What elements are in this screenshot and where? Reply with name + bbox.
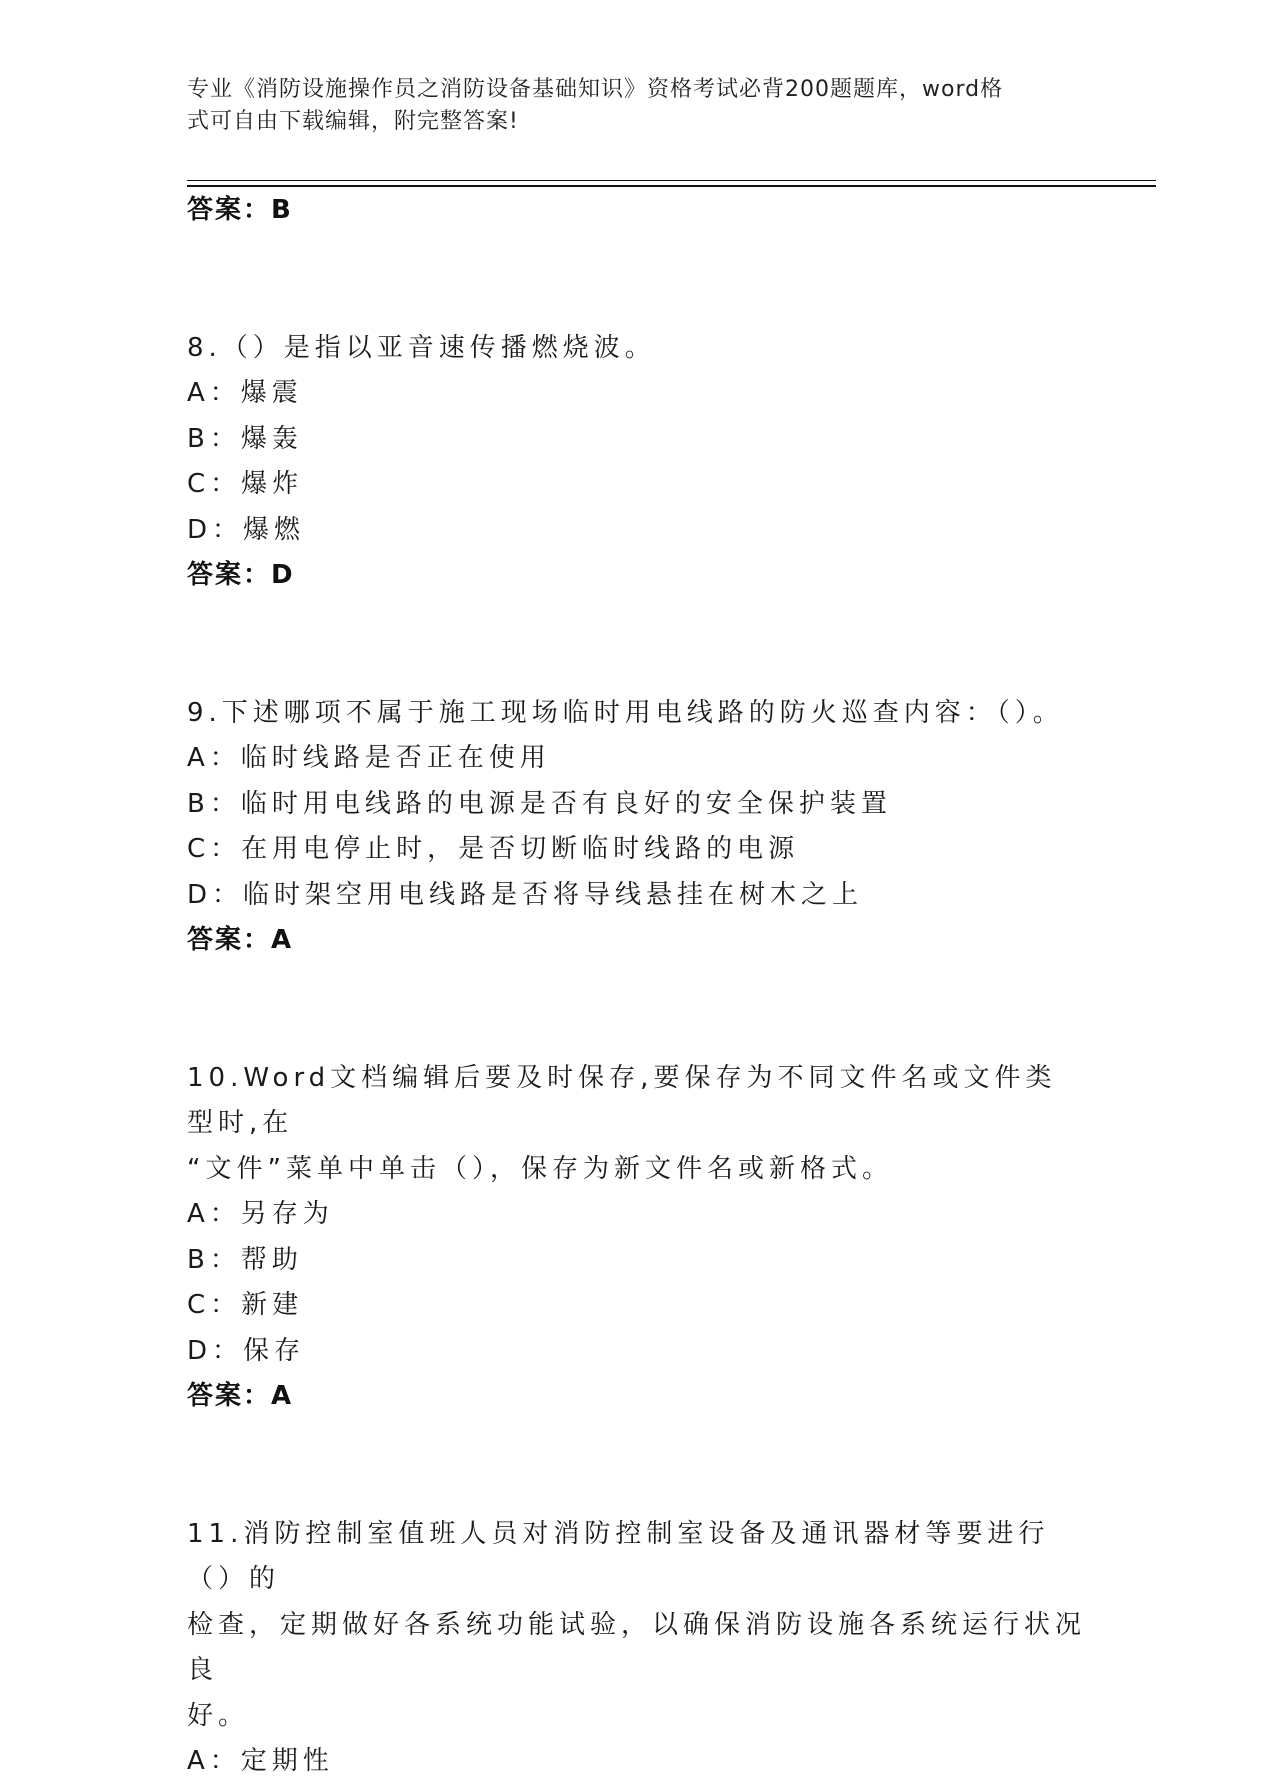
option-c: C：爆炸 (187, 469, 304, 499)
document-header (187, 74, 1067, 138)
header-divider-thick (187, 185, 1156, 187)
option-b: B：爆轰 (187, 423, 303, 454)
option-c: C：新建 (187, 1290, 304, 1320)
answer: 答案：A (187, 1381, 294, 1411)
spacer (187, 1420, 1087, 1512)
question-11 (187, 1512, 1087, 1785)
question-stem: 9.下述哪项不属于施工现场临时用电线路的防火巡查内容：（）。 (187, 697, 1064, 728)
header-line-2: 式可自由下载编辑，附完整答案! (187, 109, 519, 134)
question-10 (187, 1056, 1087, 1420)
spacer (187, 964, 1087, 1056)
question-list (187, 188, 1087, 1785)
option-d: D：临时架空用电线路是否将导线悬挂在树木之上 (187, 879, 864, 910)
option-a: A：另存为 (187, 1199, 334, 1229)
question-stem-line-1: 11.消防控制室值班人员对消防控制室设备及通讯器材等要进行（）的 (187, 1518, 1050, 1594)
spacer (187, 599, 1087, 691)
header-line-1: 专业《消防设施操作员之消防设备基础知识》资格考试必背200题题库，word格 (187, 77, 1004, 102)
question-8 (187, 326, 1087, 599)
question-stem-line-2: 检查，定期做好各系统功能试验，以确保消防设施各系统运行状况良 (187, 1609, 1087, 1685)
answer: 答案：A (187, 925, 294, 955)
question-stem-line-2: “文件”菜单中单击（），保存为新文件名或新格式。 (187, 1153, 893, 1184)
option-a: A：临时线路是否正在使用 (187, 743, 551, 773)
question-stem: 8.（）是指以亚音速传播燃烧波。 (187, 332, 656, 363)
option-b: B：帮助 (187, 1244, 303, 1275)
option-a: A：爆震 (187, 378, 303, 408)
header-divider-thin (187, 180, 1156, 181)
option-d: D：爆燃 (187, 514, 306, 545)
spacer (187, 234, 1087, 326)
option-b: B：临时用电线路的电源是否有良好的安全保护装置 (187, 788, 892, 819)
question-stem-line-1: 10.Word文档编辑后要及时保存,要保存为不同文件名或文件类型时,在 (187, 1062, 1057, 1138)
previous-answer: 答案：B (187, 195, 293, 225)
question-9 (187, 691, 1087, 964)
option-a: A：定期性 (187, 1746, 334, 1776)
option-c: C：在用电停止时，是否切断临时线路的电源 (187, 834, 800, 864)
question-stem-line-3: 好。 (187, 1700, 250, 1731)
answer: 答案：D (187, 560, 295, 590)
option-d: D：保存 (187, 1335, 306, 1366)
